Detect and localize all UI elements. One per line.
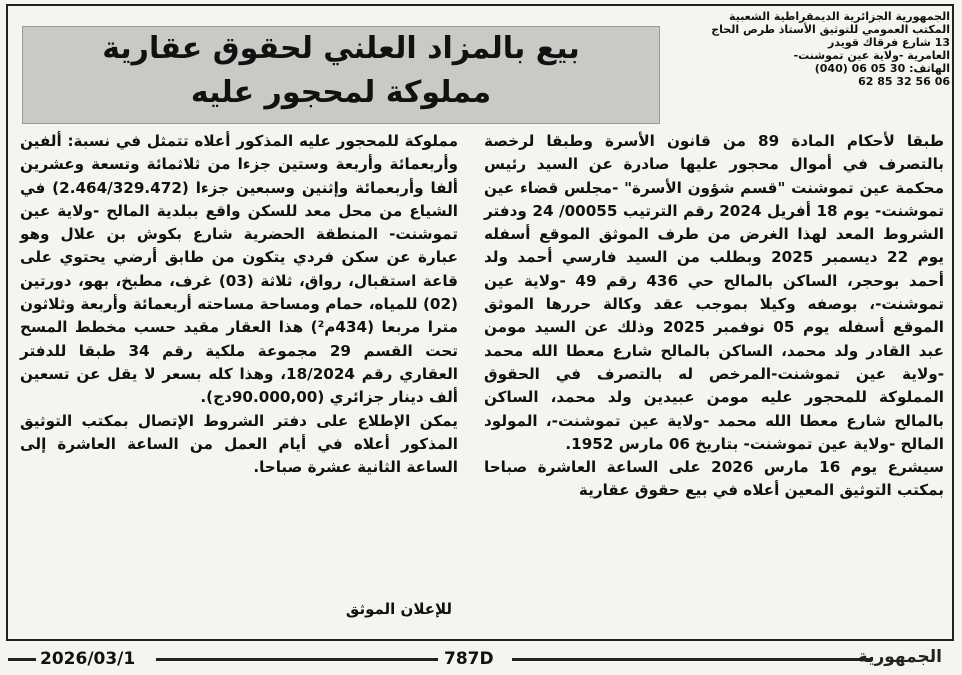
header-line: الجمهورية الجزائرية الديمقراطية الشعبية: [729, 10, 950, 23]
header-line: الهاتف: 30 05 06 (040): [814, 62, 950, 75]
footer-page-code: 787D: [444, 649, 494, 669]
text-column-left: [20, 130, 458, 479]
header-line: العامرية -ولاية عين تموشنت-: [793, 49, 950, 62]
footer-date: 2026/03/1: [40, 649, 136, 669]
notary-header: [660, 10, 950, 122]
header-line: 13 شارع فرقاك قويدر: [828, 36, 950, 49]
column-left-paragraph-1: مملوكة للمحجور عليه المذكور أعلاه تتمثل في نسبة: ألفين وأربعمائة وأربعة وستين جزءا من ثلاثمائة وتسعة وعشرين ألفا وأربعمائة وإثنين وسبعين جزءا (2.464/329.472) في الشياع من محل معد للسكن واقع ببلدية المالح -ولاية عين تموشنت- المنطقة الحضرية شارع بكوش بن علال وهو عبارة عن سكن فردي يتكون من طابق أرضي يحتوي على قاعة استقبال، رواق، ثلاثة (03) غرف، مطبخ، بهو، دورتين (02) للمياه، حمام ومساحة مساحته أربعمائة وأربعة وثلاثون مترا مربعا (434م²) هذا العقار مقيد حسب مخطط المسح تحت القسم 29 مجموعة ملكية رقم 34 طبقا للدفتر العقاري رقم 18/2024، وهذا كله بسعر لا يقل عن تسعين ألف دينار جزائري (90.000,00دج).: [20, 132, 459, 407]
signature: للإعلان الموثق: [345, 600, 452, 618]
header-line: المكتب العمومي للتوثيق الأستاذ طرص الحاج: [711, 23, 950, 36]
header-line: 06 56 32 85 62: [858, 75, 950, 88]
footer-rule: [8, 658, 36, 661]
title-line-1: بيع بالمزاد العلني لحقوق عقارية: [102, 31, 580, 66]
page-footer: [0, 644, 962, 675]
footer-rule: [156, 658, 438, 661]
column-right-paragraph-1: طبقا لأحكام المادة 89 من قانون الأسرة وطبقا لرخصة بالتصرف في أموال محجور عليها صادرة عن السيد رئيس محكمة عين تموشنت "قسم شؤون الأسرة" -مجلس قضاء عين تموشنت- يوم 18 أفريل 2024 رقم الترتيب 00055/ 24 ودفتر الشروط المعد لهذا الغرض من طرف الموثق الموقع أسفله يوم 22 ديسمبر 2025 وبطلب من السيد فارسي أحمد ولد أحمد بوحجر، الساكن بالمالح حي 436 رقم 49 -ولاية عين تموشنت-، بوصفه وكيلا بموجب عقد وكالة حررها الموثق الموقع أسفله يوم 05 نوفمبر 2025 وذلك عن السيد مومن عبد القادر ولد محمد، الساكن بالمالح شارع معطا الله محمد -ولاية عين تموشنت-المرخص له بالتصرف في الحقوق المملوكة للمحجور عليه مومن عبيدين ولد محمد، الساكن بالمالح شارع معطا الله محمد -ولاية عين تموشنت-، المولود المالح -ولاية عين تموشنت- بتاريخ 06 مارس 1952.: [484, 132, 944, 453]
text-column-right: [484, 130, 944, 503]
column-right-paragraph-2: سيشرع يوم 16 مارس 2026 على الساعة العاشرة صباحا بمكتب التوثيق المعين أعلاه في بيع حقوق عقارية: [484, 458, 944, 500]
footer-brand: الجمهورية: [857, 647, 942, 667]
announcement-title: [22, 26, 660, 124]
column-left-paragraph-2: يمكن الإطلاع على دفتر الشروط الإتصال بمكتب التوثيق المذكور أعلاه في أيام العمل من الساعة العاشرة إلى الساعة الثانية عشرة صباحا.: [20, 411, 458, 477]
footer-rule: [512, 658, 872, 661]
title-line-2: مملوكة لمحجور عليه: [190, 75, 492, 110]
